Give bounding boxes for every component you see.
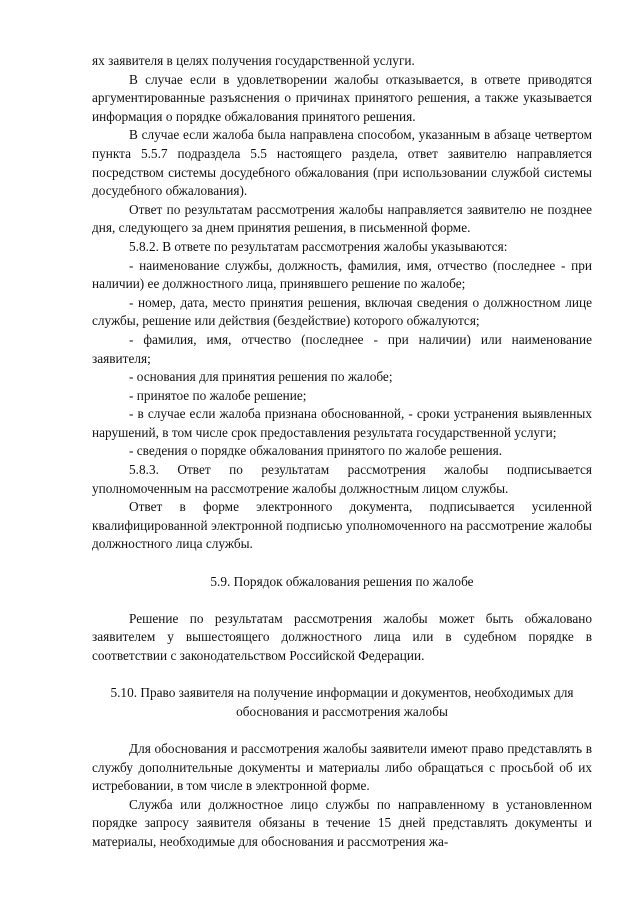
- paragraph-appeal: Решение по результатам рассмотрения жалобы может быть обжаловано заявителем у вышестоящего должностного лица или в судебном порядке в соответствии с законодательством Российской Федерации.: [92, 610, 592, 663]
- list-item: - сведения о порядке обжалования принятого по жалобе решения.: [129, 443, 503, 459]
- paragraph-5-8-2: 5.8.2. В ответе по результатам рассмотрения жалобы указываются:: [129, 238, 508, 254]
- section-heading-5-9: 5.9. Порядок обжалования решения по жалобе: [210, 573, 474, 589]
- list-item: - принятое по жалобе решение;: [129, 387, 307, 403]
- list-item: - наименование службы, должность, фамилия, имя, отчество (последнее - при наличии) ее должностного лица, принявшего решение по жалобе;: [92, 257, 592, 292]
- paragraph-5-8-3: 5.8.3. Ответ по результатам рассмотрения жалобы подписывается уполномоченным на рассмотрение жалобы должностным лицом службы.: [92, 462, 592, 496]
- paragraph-service-obligation: Служба или должностное лицо службы по направленному в установленном порядке запросу заявителя обязаны в течение 15 дней представлять документы и материалы, необходимые для обоснования и рассмотрения жа-: [92, 796, 592, 849]
- paragraph-additional-documents: Для обоснования и рассмотрения жалобы заявители имеют право представлять в службу дополнительные документы и материалы либо обращаться с просьбой об их истребовании, в том числе в электронной форме.: [92, 740, 592, 794]
- paragraph-answer-deadline: Ответ по результатам рассмотрения жалобы направляется заявителю не позднее дня, следующего за днем принятия решения, в письменной форме.: [92, 201, 592, 236]
- list-item: - в случае если жалоба признана обоснованной, - сроки устранения выявленных нарушений, в том числе срок предоставления результата государственной услуги;: [92, 406, 592, 440]
- paragraph-refusal-answer: В случае если в удовлетворении жалобы отказывается, в ответе приводятся аргументированные разъяснения о причинах принятого решения, а также указывается информация о порядке обжалования принятого решения.: [92, 71, 592, 124]
- paragraph-electronic-signature: Ответ в форме электронного документа, подписывается усиленной квалифицированной электронной подписью уполномоченного на рассмотрение жалобы должностного лица службы.: [92, 499, 592, 552]
- list-item: - фамилия, имя, отчество (последнее - при наличии) или наименование заявителя;: [92, 331, 592, 366]
- section-heading-5-10: 5.10. Право заявителя на получение информации и документов, необходимых для обоснования и рассмотрения жалобы: [110, 685, 574, 719]
- paragraph-continuation: ях заявителя в целях получения государственной услуги.: [92, 53, 415, 68]
- list-item: - номер, дата, место принятия решения, включая сведения о должностном лице службы, решение или действия (бездействие) которого обжалуются;: [92, 294, 592, 329]
- list-item: - основания для принятия решения по жалобе;: [129, 369, 393, 385]
- paragraph-pretrial-system: В случае если жалоба была направлена способом, указанным в абзаце четвертом пункта 5.5.7 подраздела 5.5 настоящего раздела, ответ заявителю направляется посредством системы досудебного обжалования (при использовании службой системы досудебного обжалования).: [92, 127, 592, 199]
